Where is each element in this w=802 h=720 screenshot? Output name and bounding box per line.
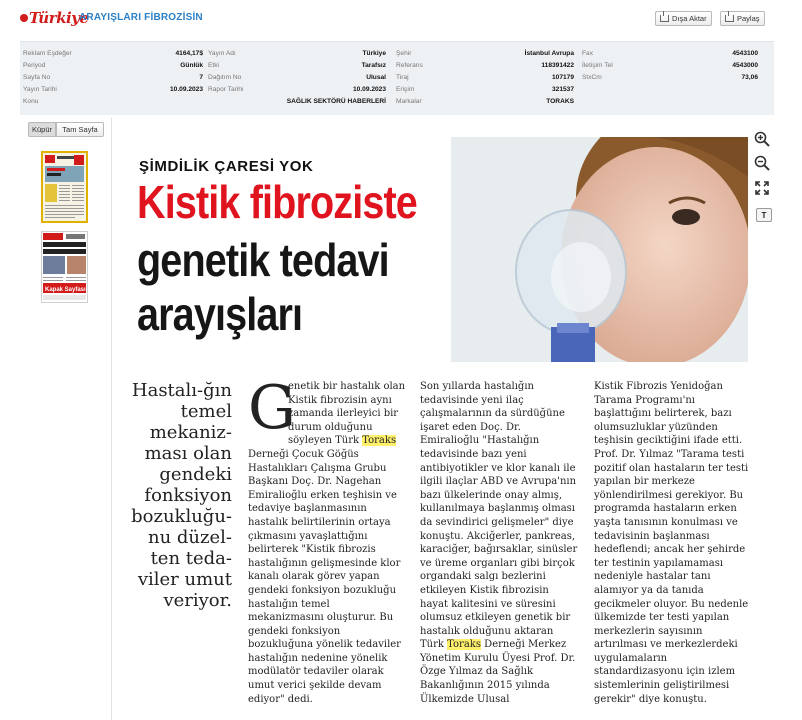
- info-label: Etki: [208, 62, 219, 69]
- info-label: Reklam Eşdeğer: [23, 50, 72, 57]
- article-column-3: [594, 380, 752, 706]
- child-with-nebulizer-mask-photo: [451, 137, 748, 362]
- metadata-panel: [20, 41, 774, 115]
- cover-page-caption: Kapak Sayfası: [45, 287, 86, 293]
- info-value: 4543000: [732, 62, 758, 69]
- share-button[interactable]: [720, 11, 765, 26]
- pull-quote: Hastalı-ğın temel mekaniz-ması olan gendeki fonksiyon bozukluğu-nu düzel-ten teda-viler umut veriyor.: [131, 380, 232, 611]
- info-label: Yayın Tarihi: [23, 86, 57, 93]
- info-label: Referans: [396, 62, 423, 69]
- fullscreen-icon: [753, 179, 771, 197]
- brand-highlight: Toraks: [362, 435, 397, 447]
- info-value: Türkiye: [362, 50, 386, 57]
- column-1-text-start: enetik bir hastalık olan Kistik fibrozisin aynı zamanda ilerleyici bir durum olduğunu söyleyen Türk: [288, 381, 406, 447]
- zoom-out-button[interactable]: [753, 154, 771, 172]
- info-label: Dağıtım No: [208, 74, 242, 81]
- info-value: 4543100: [732, 50, 758, 57]
- info-label: Erişim: [396, 86, 415, 93]
- info-label: Fax: [582, 50, 593, 57]
- share-label: Paylaş: [737, 14, 760, 23]
- tab-tam-sayfa[interactable]: Tam Sayfa: [56, 122, 104, 137]
- clipping-thumbnail-image: [43, 153, 86, 221]
- headline-line-2: genetik tedavi: [137, 234, 389, 286]
- info-value: Günlük: [180, 62, 203, 69]
- cover-page-thumbnail[interactable]: [41, 231, 88, 303]
- column-3-text: Kistik Fibrozis Yenidoğan Tarama Programı'nı başlattığını belirterek, bazı olumsuzluklar yüzünden teşhisin geciktiğini ifade etti. Prof. Dr. Yılmaz "Tarama testi pozitif olan hastaların ter testi yapılan bir merkeze yönlendirilmesi gerekiyor. Bu programda hastaların erken yaşta tanısının konulması ve tedavisinin başlanması hedeflendi; ancak her şehirde ter testinin yapılamaması nedeniyle hastalar tanı alamıyor ya da tanıda gecikmeler oluyor. Bu nedenle ülkemizde ter testi yapılan merkezlerin sayısının artırılması ve merkezlerdeki uygulamaların standardizasyonu için izlem sistemlerinin geliştirilmesi gerekir" diye konuştu.: [594, 381, 749, 705]
- info-value: SAĞLIK SEKTÖRÜ HABERLERİ: [286, 98, 386, 105]
- info-value: [53, 97, 203, 107]
- info-value: TORAKS: [546, 98, 574, 105]
- info-value: 4164,17$: [175, 50, 203, 57]
- info-label: Şehir: [396, 50, 412, 57]
- share-icon: [725, 15, 734, 22]
- headline-line-3: arayışları: [137, 288, 303, 340]
- text-toggle-button[interactable]: T: [756, 208, 772, 222]
- drop-cap: G: [248, 373, 296, 443]
- info-value: 118391422: [541, 62, 574, 69]
- sidebar-divider: [111, 118, 112, 720]
- article-column-1: [248, 373, 406, 706]
- info-value: 7: [199, 74, 203, 81]
- logo-text: Türkiye: [29, 9, 89, 27]
- clipping-thumbnail[interactable]: [41, 151, 88, 223]
- column-2-text-start: Son yıllarda hastalığın tedavisinde yeni ilaç çalışmalarının da sürdüğüne işaret eden Doç. Dr. Emiralioğlu "Hastalığın tedavisinde bazı yeni antibiyotikler ve klor kanalı ile ilgili ilaçlar ABD ve Avrupa'nın bazı ülkelerinde onay almış, kullanılmaya başlanmış olması da sevindirici gelişmeler" diye konuştu. Akciğerler, pankreas, karaciğer, bağırsaklar, sinüsler ve üreme organları gibi birçok organdaki salgı bezlerini etkileyen Kistik fibrozisin hayat kalitesini ve süresini olumsuz etkileyen genetik bir hastalık olduğunu aktaran Türk: [420, 381, 578, 651]
- info-value: 321537: [551, 86, 574, 93]
- info-label: Yayın Adı: [208, 50, 236, 57]
- info-value: 107179: [551, 74, 574, 81]
- page-title: ARAYIŞLARI FİBROZİSİN: [79, 12, 203, 23]
- fullscreen-button[interactable]: [753, 179, 771, 197]
- column-2-text: [420, 380, 578, 706]
- info-value: İstanbul Avrupa: [524, 50, 574, 57]
- info-value: Ulusal: [366, 74, 386, 81]
- info-value: 10.09.2023: [352, 86, 386, 93]
- headline-line-1: Kistik fibroziste: [137, 176, 417, 228]
- article-hero: [121, 137, 748, 362]
- info-value: 10.09.2023: [169, 86, 203, 93]
- info-label: Konu: [23, 98, 39, 105]
- column-2-text-end: Derneği Merkez Yönetim Kurulu Üyesi Prof. Dr. Özge Yılmaz da Sağlık Bakanlığının 2015 yılında Ülkemizde Ulusal: [420, 639, 576, 705]
- zoom-in-icon: [753, 130, 771, 148]
- article-column-2: [420, 380, 578, 706]
- brand-highlight: Toraks: [447, 639, 481, 651]
- top-bar: [0, 0, 802, 36]
- export-icon: [660, 15, 669, 22]
- article-kicker: ŞİMDİLİK ÇARESİ YOK: [139, 158, 314, 175]
- tab-kupur[interactable]: Küpür: [28, 122, 56, 137]
- info-label: Sayfa No: [23, 74, 51, 81]
- info-label: Rapor Tarihi: [208, 86, 244, 93]
- info-value: Tarafsız: [361, 62, 386, 69]
- info-label: Tiraj: [396, 74, 409, 81]
- zoom-out-icon: [753, 154, 771, 172]
- export-button[interactable]: [655, 11, 712, 26]
- column-1-text-end: Derneği Çocuk Göğüs Hastalıkları Çalışma Grubu Başkanı Doç. Dr. Nagehan Emiralioğlu erken teşhisin ve tedaviye başlanmasının hastalık belirtilerinin ortaya çıkmasını yavaşlattığını belirterek "Kistik fibrozis hastalığının gelişmesinde klor kanalı olarak görev yapan gendeki fonksiyon bozukluğu hastalığın temel mekanizmasını oluşturur. Bu gendeki fonksiyon bozukluğuna yönelik tedaviler hastalığın nedenine yönelik modülatör tedaviler olarak umut verici şekilde devam ediyor" dedi.: [248, 448, 401, 705]
- info-label: Periyod: [23, 62, 46, 69]
- info-label: StxCm: [582, 74, 602, 81]
- logo-dot-icon: [20, 14, 28, 22]
- cover-page-thumbnail-image: [42, 232, 87, 302]
- info-label: Markalar: [396, 98, 422, 105]
- info-value: 73,06: [741, 74, 758, 81]
- export-label: Dışa Aktar: [672, 14, 707, 23]
- zoom-in-button[interactable]: [753, 130, 771, 148]
- info-label: İletişim Tel: [582, 62, 613, 69]
